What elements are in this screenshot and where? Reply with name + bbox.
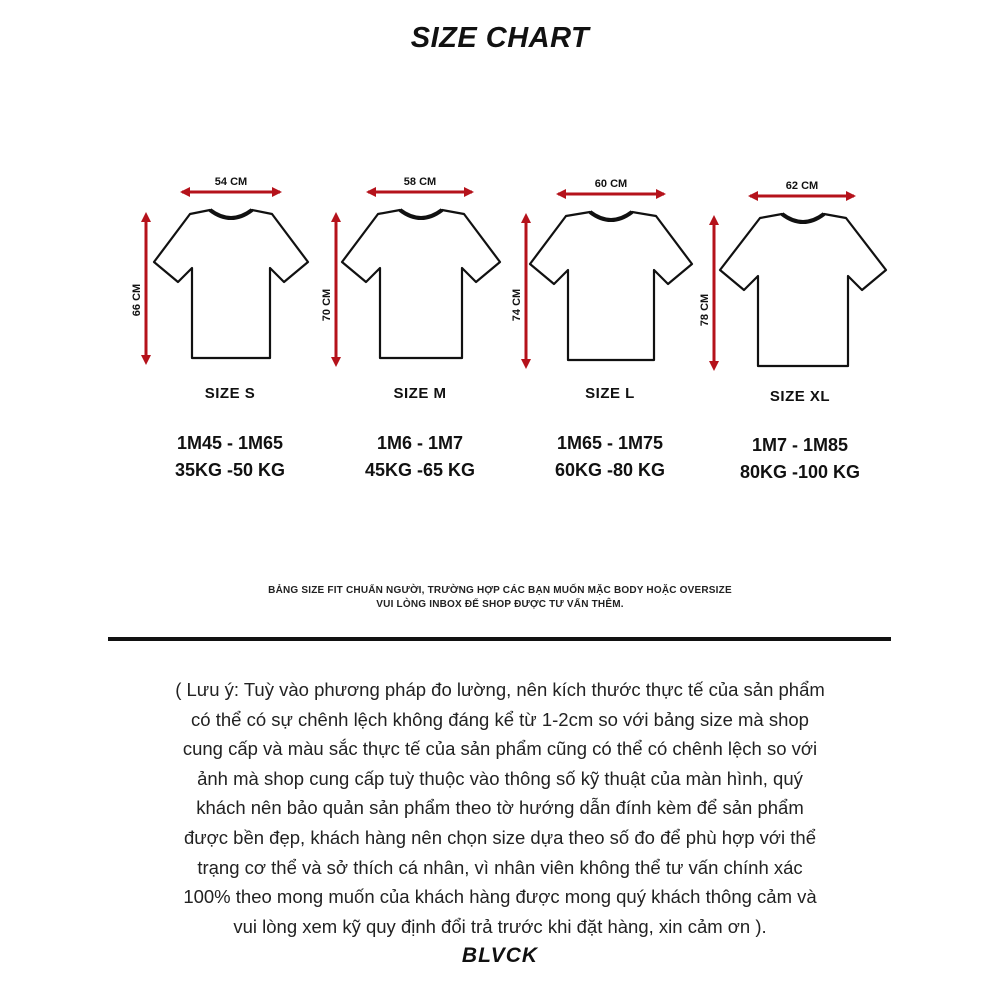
disclaimer-line: có thể có sự chênh lệch không đáng kể từ 1-2cm so với bảng size mà shop	[191, 708, 809, 730]
fit-weight-m: 45KG -65 KG	[364, 460, 476, 480]
disclaimer-line: cung cấp và màu sắc thực tế của sản phẩm cũng có thể có chênh lệch so với	[182, 738, 818, 760]
tshirt-s-outline	[154, 210, 308, 358]
fit-note-line-1: BẢNG SIZE FIT CHUẨN NGƯỜI, TRƯỜNG HỢP CÁC BẠN MUỐN MẶC BODY HOẶC OVERSIZE	[268, 585, 732, 596]
fit-weight-s: 35KG -50 KG	[174, 460, 286, 480]
tshirt-xl-outline	[720, 214, 886, 366]
width-arrow-head-left-s	[180, 187, 190, 197]
page-title: SIZE CHART	[410, 22, 590, 54]
length-arrow-head-top-s	[141, 212, 151, 222]
fit-weight-xl: 80KG -100 KG	[739, 462, 861, 482]
fit-height-l: 1M65 - 1M75	[556, 433, 664, 453]
width-label-m: 58 CM	[403, 176, 437, 188]
width-arrow-head-right-s	[272, 187, 282, 197]
length-arrow-head-bottom-l	[521, 359, 531, 369]
length-arrow-head-top-l	[521, 213, 531, 223]
size-name-m: SIZE M	[393, 385, 447, 402]
length-arrow-head-bottom-s	[141, 355, 151, 365]
width-arrow-head-left-l	[556, 189, 566, 199]
size-column-xl	[700, 170, 900, 490]
fit-note-line-2: VUI LÒNG INBOX ĐỂ SHOP ĐƯỢC TƯ VẤN THÊM.	[376, 599, 624, 610]
fit-height-m: 1M6 - 1M7	[376, 433, 464, 453]
width-arrow-head-right-m	[464, 187, 474, 197]
length-label-s: 66 CM	[131, 283, 143, 317]
tshirt-m-diagram	[320, 170, 520, 380]
tshirt-l-outline	[530, 212, 692, 360]
width-arrow-head-left-xl	[748, 191, 758, 201]
fit-height-xl: 1M7 - 1M85	[751, 435, 849, 455]
length-arrow-head-top-m	[331, 212, 341, 222]
disclaimer-line: được bền đẹp, khách hàng nên chọn size dựa theo số đo để phù hợp với thể	[183, 826, 817, 848]
length-arrow-head-top-xl	[709, 215, 719, 225]
width-label-xl: 62 CM	[785, 180, 819, 192]
disclaimer-line: khách nên bảo quản sản phẩm theo tờ hướng dẫn đính kèm để sản phẩm	[196, 797, 804, 819]
tshirt-l-diagram	[510, 170, 710, 380]
fit-note	[150, 584, 850, 612]
divider	[108, 637, 891, 641]
disclaimer-paragraph	[130, 675, 870, 941]
tshirt-m-outline	[342, 210, 500, 358]
length-label-l: 74 CM	[511, 288, 523, 322]
width-label-s: 54 CM	[214, 176, 248, 188]
length-arrow-head-bottom-m	[331, 357, 341, 367]
size-name-xl: SIZE XL	[769, 388, 831, 405]
length-arrow-head-bottom-xl	[709, 361, 719, 371]
size-name-s: SIZE S	[204, 385, 256, 402]
width-arrow-head-left-m	[366, 187, 376, 197]
length-label-xl: 78 CM	[699, 293, 711, 327]
tshirt-xl-diagram	[700, 170, 900, 380]
disclaimer-line: trạng cơ thể và sở thích cá nhân, vì nhân viên không thể tư vấn chính xác	[197, 856, 803, 878]
brand-logo: BLVCK	[461, 944, 539, 967]
width-label-l: 60 CM	[594, 178, 628, 190]
width-arrow-head-right-xl	[846, 191, 856, 201]
fit-weight-l: 60KG -80 KG	[554, 460, 666, 480]
disclaimer-line: ( Lưu ý: Tuỳ vào phương pháp đo lường, nên kích thước thực tế của sản phẩm	[175, 679, 825, 700]
disclaimer-line: ảnh mà shop cung cấp tuỳ thuộc vào thông số kỹ thuật của màn hình, quý	[197, 767, 803, 789]
fit-height-s: 1M45 - 1M65	[176, 433, 284, 453]
length-label-m: 70 CM	[321, 288, 333, 322]
size-name-l: SIZE L	[585, 385, 635, 402]
disclaimer-line: 100% theo mong muốn của khách hàng được mong quý khách thông cảm và	[183, 886, 817, 908]
width-arrow-head-right-l	[656, 189, 666, 199]
disclaimer-line: vui lòng xem kỹ quy định đổi trả trước khi đặt hàng, xin cảm ơn ).	[233, 915, 767, 937]
tshirt-s-diagram	[130, 170, 330, 380]
